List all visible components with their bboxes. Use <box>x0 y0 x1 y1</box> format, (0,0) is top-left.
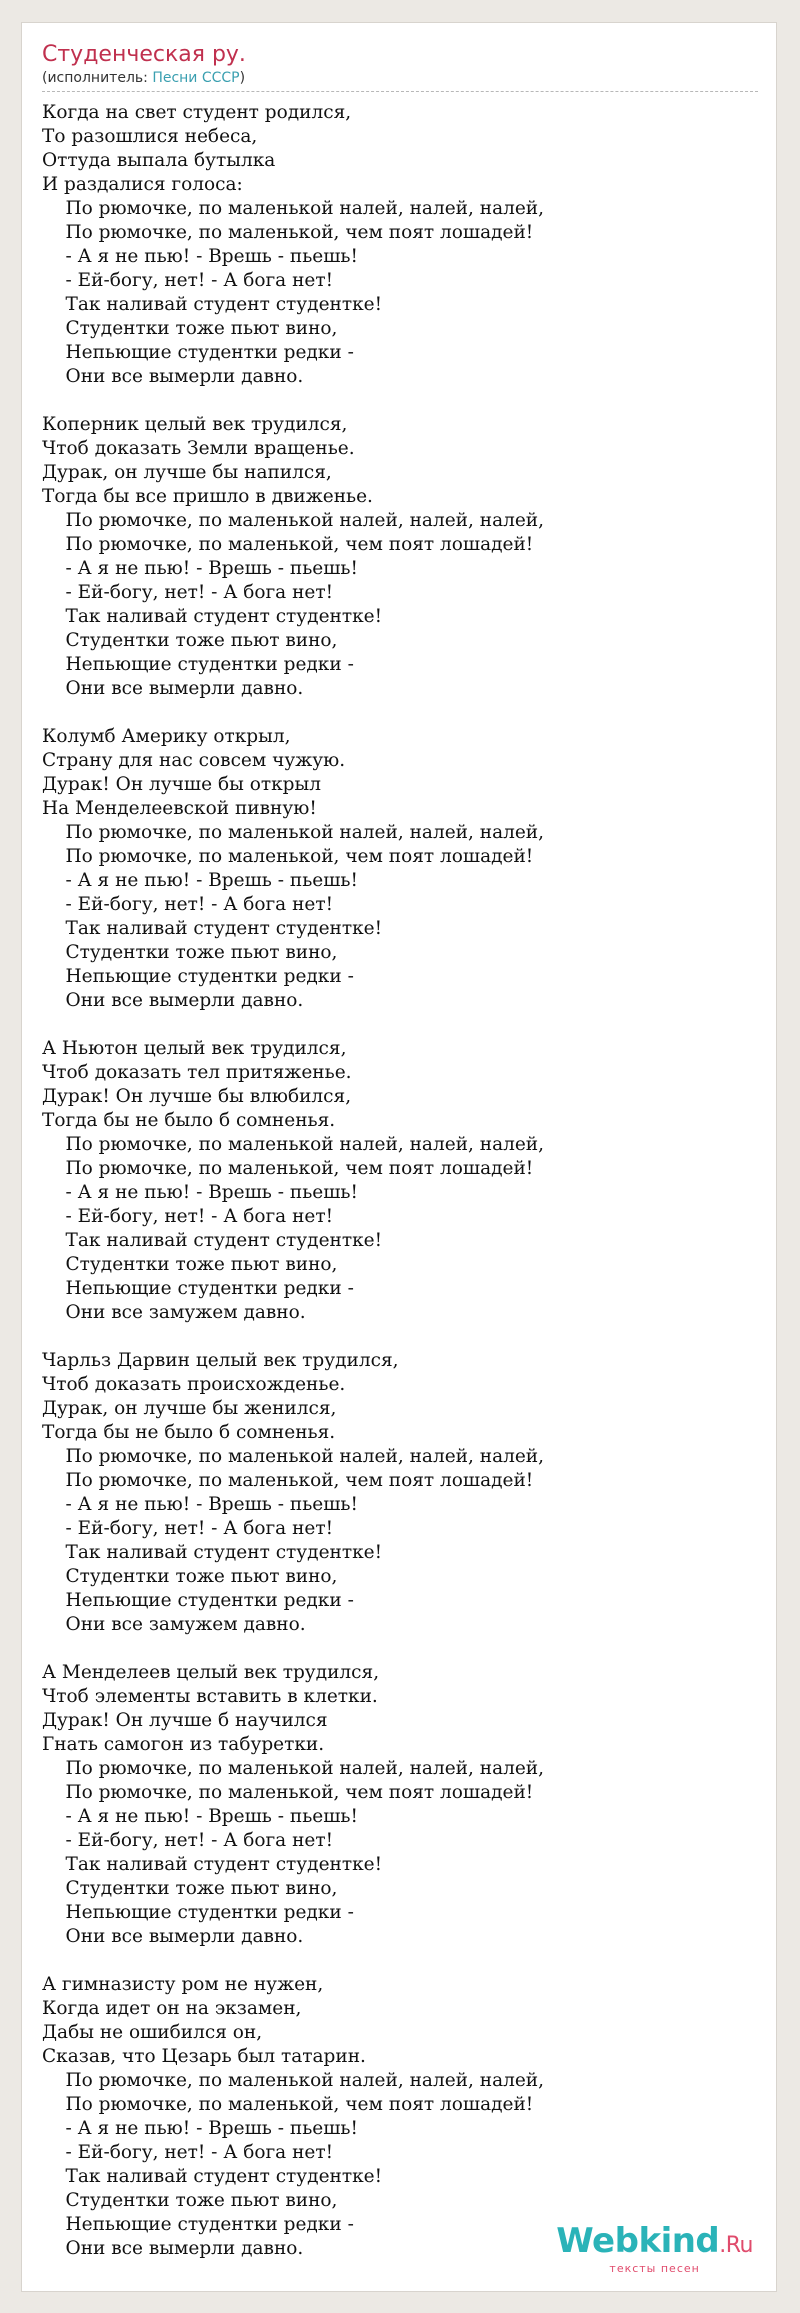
performer-prefix: (исполнитель: <box>42 70 153 86</box>
lyric-line: По рюмочке, по маленькой, чем поят лошадей! <box>42 534 534 555</box>
logo-brand: Webkind <box>556 2221 720 2261</box>
lyric-line: Тогда бы не было б сомненья. <box>42 1110 336 1131</box>
lyric-line: Они все замужем давно. <box>42 1302 306 1323</box>
lyric-line: По рюмочке, по маленькой, чем поят лошадей! <box>42 1782 534 1803</box>
lyric-line: Студентки тоже пьют вино, <box>42 2190 338 2211</box>
stanza <box>42 725 758 1013</box>
lyric-line: - А я не пью! - Врешь - пьешь! <box>42 2118 358 2139</box>
lyric-line: Непьющие студентки редки - <box>42 1278 354 1299</box>
lyric-line: То разошлися небеса, <box>42 126 258 147</box>
lyric-line: Непьющие студентки редки - <box>42 966 354 987</box>
lyric-line: Так наливай студент студентке! <box>42 1542 383 1563</box>
lyric-line: Непьющие студентки редки - <box>42 654 354 675</box>
lyric-line: - Ей-богу, нет! - А бога нет! <box>42 270 334 291</box>
lyric-line: Дурак! Он лучше б научился <box>42 1710 328 1731</box>
lyrics-card <box>21 22 777 2292</box>
lyric-line: Дурак! Он лучше бы открыл <box>42 774 321 795</box>
lyric-line: По рюмочке, по маленькой, чем поят лошадей! <box>42 1158 534 1179</box>
logo-wordmark <box>556 2221 753 2263</box>
lyric-line: Они все вымерли давно. <box>42 366 304 387</box>
lyric-line: Так наливай студент студентке! <box>42 1854 383 1875</box>
webkind-logo[interactable] <box>556 2221 753 2275</box>
lyric-line: Чтоб доказать происхожденье. <box>42 1374 346 1395</box>
lyric-line: Тогда бы все пришло в движенье. <box>42 486 373 507</box>
lyric-line: - Ей-богу, нет! - А бога нет! <box>42 1518 334 1539</box>
lyric-line: Непьющие студентки редки - <box>42 342 354 363</box>
stanza <box>42 1661 758 1949</box>
lyric-line: Они все вымерли давно. <box>42 678 304 699</box>
lyric-line: - Ей-богу, нет! - А бога нет! <box>42 1206 334 1227</box>
stanza <box>42 101 758 389</box>
lyric-line: Студентки тоже пьют вино, <box>42 630 338 651</box>
stanza <box>42 1973 758 2261</box>
lyric-line: - Ей-богу, нет! - А бога нет! <box>42 2142 334 2163</box>
lyric-line: Студентки тоже пьют вино, <box>42 1566 338 1587</box>
stanza <box>42 413 758 701</box>
lyric-line: Тогда бы не было б сомненья. <box>42 1422 336 1443</box>
lyric-line: Дурак, он лучше бы напился, <box>42 462 332 483</box>
lyric-line: Так наливай студент студентке! <box>42 294 383 315</box>
lyric-line: Непьющие студентки редки - <box>42 1590 354 1611</box>
lyric-line: Страну для нас совсем чужую. <box>42 750 346 771</box>
lyric-line: На Менделеевской пивную! <box>42 798 317 819</box>
lyric-line: Непьющие студентки редки - <box>42 2214 354 2235</box>
lyric-line: По рюмочке, по маленькой, чем поят лошадей! <box>42 222 534 243</box>
lyric-line: - Ей-богу, нет! - А бога нет! <box>42 1830 334 1851</box>
lyric-line: Они все вымерли давно. <box>42 1926 304 1947</box>
lyric-line: - А я не пью! - Врешь - пьешь! <box>42 870 358 891</box>
lyric-line: По рюмочке, по маленькой, чем поят лошадей! <box>42 846 534 867</box>
lyric-line: Непьющие студентки редки - <box>42 1902 354 1923</box>
lyric-line: А гимназисту ром не нужен, <box>42 1974 324 1995</box>
lyric-line: Так наливай студент студентке! <box>42 606 383 627</box>
lyric-line: Они все замужем давно. <box>42 1614 306 1635</box>
lyric-line: По рюмочке, по маленькой налей, налей, налей, <box>42 2070 545 2091</box>
performer-suffix: ) <box>239 70 246 86</box>
lyric-line: Чтоб элементы вставить в клетки. <box>42 1686 378 1707</box>
lyric-line: Дурак, он лучше бы женился, <box>42 1398 337 1419</box>
lyric-line: Чтоб доказать Земли вращенье. <box>42 438 355 459</box>
lyric-line: Дабы не ошибился он, <box>42 2022 263 2043</box>
lyric-line: - А я не пью! - Врешь - пьешь! <box>42 246 358 267</box>
lyric-line: Гнать самогон из табуретки. <box>42 1734 325 1755</box>
stanza <box>42 1037 758 1325</box>
performer-line <box>42 69 758 92</box>
lyric-line: По рюмочке, по маленькой налей, налей, налей, <box>42 1134 545 1155</box>
lyric-line: Чарльз Дарвин целый век трудился, <box>42 1350 399 1371</box>
lyric-line: Они все вымерли давно. <box>42 2238 304 2259</box>
lyric-line: Студентки тоже пьют вино, <box>42 1254 338 1275</box>
lyric-line: - А я не пью! - Врешь - пьешь! <box>42 1494 358 1515</box>
lyric-line: Так наливай студент студентке! <box>42 2166 383 2187</box>
logo-tagline: тексты песен <box>609 2262 700 2275</box>
lyric-line: Сказав, что Цезарь был татарин. <box>42 2046 366 2067</box>
lyric-line: - А я не пью! - Врешь - пьешь! <box>42 1806 358 1827</box>
lyric-line: Когда идет он на экзамен, <box>42 1998 302 2019</box>
lyric-line: Студентки тоже пьют вино, <box>42 318 338 339</box>
lyric-line: А Ньютон целый век трудился, <box>42 1038 347 1059</box>
lyric-line: По рюмочке, по маленькой налей, налей, налей, <box>42 822 545 843</box>
lyrics-body <box>42 101 758 2285</box>
lyric-line: - А я не пью! - Врешь - пьешь! <box>42 1182 358 1203</box>
lyric-line: Так наливай студент студентке! <box>42 918 383 939</box>
lyric-line: - А я не пью! - Врешь - пьешь! <box>42 558 358 579</box>
song-title: Студенческая ру. <box>42 42 246 67</box>
lyric-line: Оттуда выпала бутылка <box>42 150 276 171</box>
lyric-line: Когда на свет студент родился, <box>42 102 352 123</box>
lyric-line: По рюмочке, по маленькой налей, налей, налей, <box>42 1446 545 1467</box>
stanza <box>42 1349 758 1637</box>
lyric-line: Чтоб доказать тел притяженье. <box>42 1062 352 1083</box>
lyric-line: По рюмочке, по маленькой налей, налей, налей, <box>42 510 545 531</box>
performer-link[interactable]: Песни СССР <box>152 70 240 86</box>
logo-tld: .Ru <box>719 2233 753 2258</box>
lyric-line: - Ей-богу, нет! - А бога нет! <box>42 582 334 603</box>
lyric-line: Они все вымерли давно. <box>42 990 304 1011</box>
lyric-line: - Ей-богу, нет! - А бога нет! <box>42 894 334 915</box>
page-header <box>42 41 758 92</box>
lyric-line: Студентки тоже пьют вино, <box>42 942 338 963</box>
lyric-line: Колумб Америку открыл, <box>42 726 291 747</box>
lyric-line: Дурак! Он лучше бы влюбился, <box>42 1086 352 1107</box>
lyric-line: Так наливай студент студентке! <box>42 1230 383 1251</box>
lyric-line: И раздалися голоса: <box>42 174 243 195</box>
lyric-line: По рюмочке, по маленькой налей, налей, налей, <box>42 1758 545 1779</box>
lyric-line: По рюмочке, по маленькой, чем поят лошадей! <box>42 2094 534 2115</box>
lyric-line: По рюмочке, по маленькой налей, налей, налей, <box>42 198 545 219</box>
lyric-line: А Менделеев целый век трудился, <box>42 1662 380 1683</box>
lyric-line: Коперник целый век трудился, <box>42 414 348 435</box>
lyric-line: Студентки тоже пьют вино, <box>42 1878 338 1899</box>
lyric-line: По рюмочке, по маленькой, чем поят лошадей! <box>42 1470 534 1491</box>
